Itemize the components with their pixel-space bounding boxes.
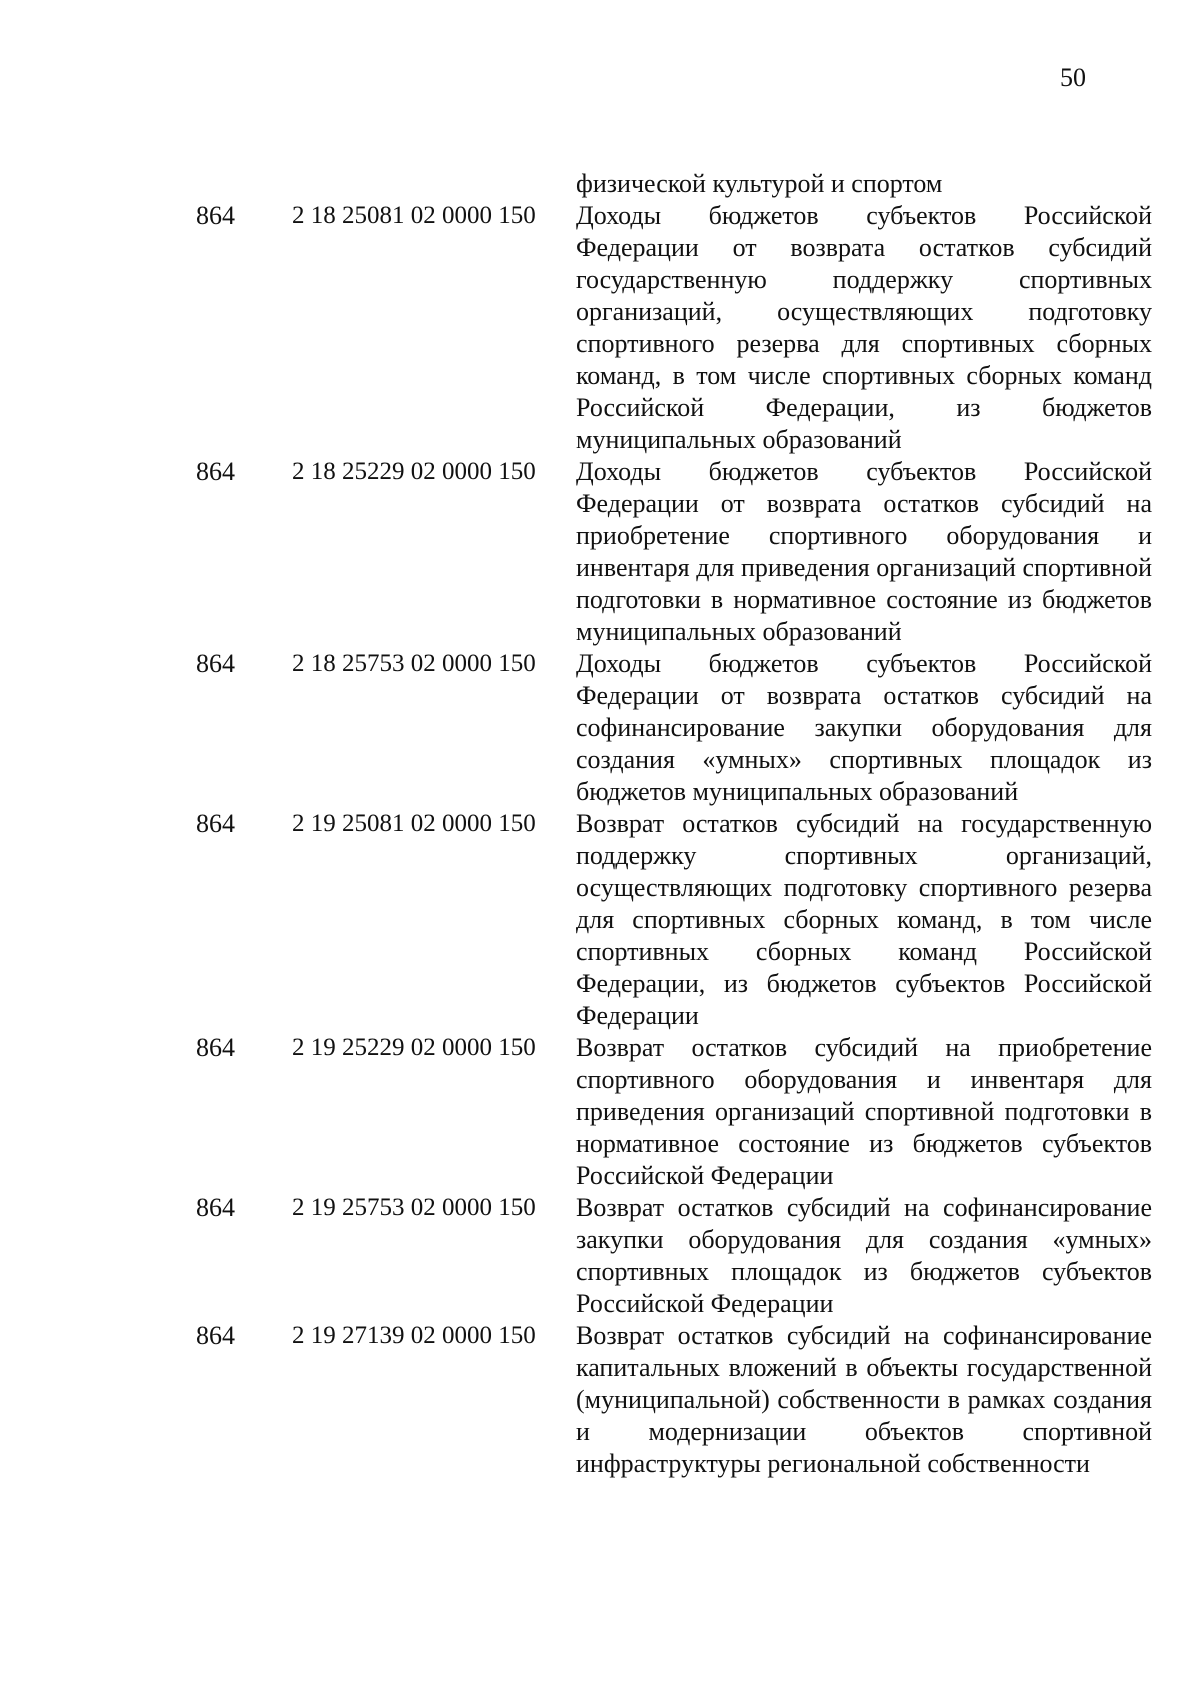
table-row: [196, 1192, 1156, 1320]
page-number: 50: [1060, 63, 1086, 92]
budget-classification-code: 2 18 25229 02 0000 150: [292, 458, 536, 485]
table-row: [196, 456, 1156, 648]
income-description: Доходы бюджетов субъектов Российской Федерации от возврата остатков субсидий на софинансирование закупки оборудования для создания «умных» спортивных площадок из бюджетов муниципальных образований: [576, 649, 1152, 806]
budget-classification-code: 2 19 27139 02 0000 150: [292, 1322, 536, 1349]
income-description: Возврат остатков субсидий на приобретение спортивного оборудования и инвентаря для приведения организаций спортивной подготовки в нормативное состояние из бюджетов субъектов Российской Федерации: [576, 1033, 1152, 1190]
admin-code: 864: [196, 457, 235, 486]
table-row: [196, 200, 1156, 456]
income-description: Возврат остатков субсидий на софинансирование закупки оборудования для создания «умных» спортивных площадок из бюджетов субъектов Российской Федерации: [576, 1193, 1152, 1318]
budget-classification-code: 2 19 25081 02 0000 150: [292, 810, 536, 837]
budget-code-table: [196, 168, 1156, 1480]
admin-code: 864: [196, 1033, 235, 1062]
budget-classification-code: 2 19 25753 02 0000 150: [292, 1194, 536, 1221]
income-description: Доходы бюджетов субъектов Российской Федерации от возврата остатков субсидий государственную поддержку спортивных организаций, осуществляющих подготовку спортивного резерва для спортивных сборных команд, в том числе спортивных сборных команд Российской Федерации, из бюджетов муниципальных образований: [576, 201, 1152, 454]
admin-code: 864: [196, 1321, 235, 1350]
table-row: [196, 1320, 1156, 1480]
budget-classification-code: 2 19 25229 02 0000 150: [292, 1034, 536, 1061]
table-row: [196, 808, 1156, 1032]
table-row: [196, 1032, 1156, 1192]
continued-description: физической культурой и спортом: [576, 169, 943, 198]
admin-code: 864: [196, 649, 235, 678]
admin-code: 864: [196, 1193, 235, 1222]
admin-code: 864: [196, 809, 235, 838]
income-description: Доходы бюджетов субъектов Российской Федерации от возврата остатков субсидий на приобретение спортивного оборудования и инвентаря для приведения организаций спортивной подготовки в нормативное состояние из бюджетов муниципальных образований: [576, 457, 1152, 646]
table-row: [196, 648, 1156, 808]
budget-classification-code: 2 18 25753 02 0000 150: [292, 650, 536, 677]
budget-classification-code: 2 18 25081 02 0000 150: [292, 202, 536, 229]
admin-code: 864: [196, 201, 235, 230]
income-description: Возврат остатков субсидий на софинансирование капитальных вложений в объекты государственной (муниципальной) собственности в рамках создания и модернизации объектов спортивной инфраструктуры региональной собственности: [576, 1321, 1152, 1478]
income-description: Возврат остатков субсидий на государственную поддержку спортивных организаций, осуществляющих подготовку спортивного резерва для спортивных сборных команд, в том числе спортивных сборных команд Российской Федерации, из бюджетов субъектов Российской Федерации: [576, 809, 1152, 1030]
